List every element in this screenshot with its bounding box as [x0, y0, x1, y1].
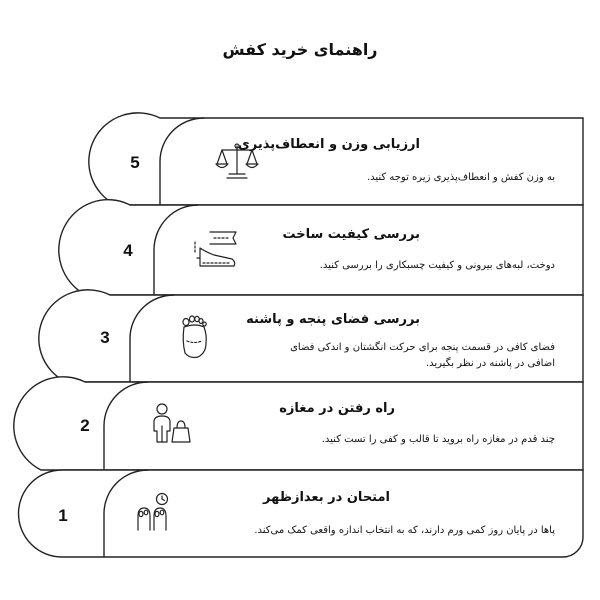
- step-title-4: بررسی کیفیت ساخت: [282, 227, 420, 242]
- foot-icon: [176, 313, 212, 361]
- step-title-2: راه رفتن در مغازه: [279, 401, 395, 416]
- shoe-stitching-icon: [192, 228, 240, 272]
- step-title-1: امتحان در بعدازظهر: [263, 490, 390, 505]
- step-number-1: 1: [58, 506, 68, 525]
- diagram-title: راهنمای خرید کفش: [222, 40, 378, 59]
- step-number-2: 2: [80, 416, 90, 435]
- step-title-3: بررسی فضای پنجه و پاشنه: [246, 312, 420, 327]
- step-shape-5: [89, 113, 583, 205]
- step-desc-4: دوخت، لبه‌های بیرونی و کیفیت چسبکاری را بررسی کنید.: [319, 260, 555, 271]
- step-desc-1: پاها در پایان روز کمی ورم دارند، که به انتخاب اندازه واقعی کمک می‌کند.: [254, 525, 555, 536]
- step-number-4: 4: [123, 241, 133, 260]
- step-desc-2: چند قدم در مغازه راه بروید تا قالب و کفی را تست کنید.: [321, 434, 555, 445]
- step-desc-5: به وزن کفش و انعطاف‌پذیری زیره توجه کنید.: [366, 172, 555, 183]
- step-title-5: ارزیابی وزن و انعطاف‌پذیری: [237, 137, 420, 152]
- step-number-5: 5: [130, 153, 140, 172]
- step-number-3: 3: [100, 328, 110, 347]
- step-shape-1: [19, 470, 584, 557]
- shopper-icon: [147, 402, 197, 448]
- feet-clock-icon: [132, 490, 178, 536]
- balance-scale-icon: [214, 140, 260, 182]
- step-desc-3: فضای کافی در قسمت پنجه برای حرکت انگشتان و اندکی فضای اضافی در پاشنه در نظر بگیرید.: [290, 342, 555, 369]
